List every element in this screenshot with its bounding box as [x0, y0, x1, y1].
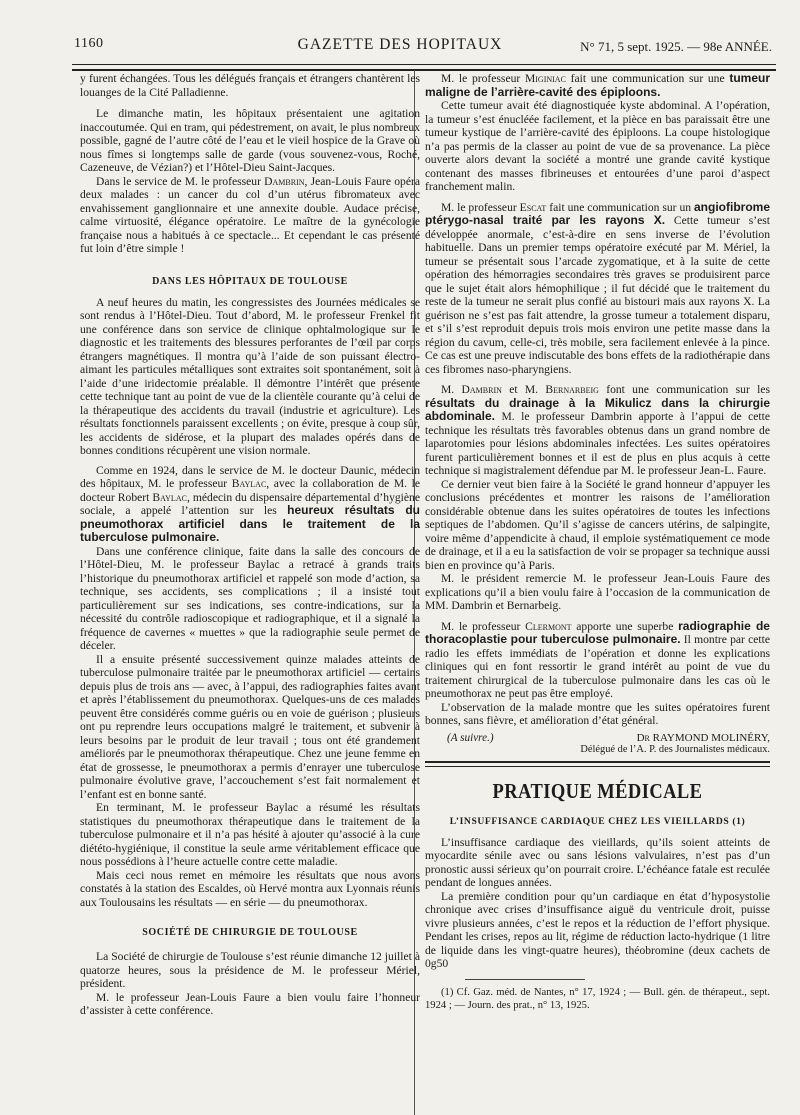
paragraph	[425, 383, 770, 478]
header-rule-thick	[72, 69, 776, 71]
person-name: Clermont	[525, 619, 572, 633]
text-run: M. le professeur	[441, 72, 525, 85]
right-column	[425, 72, 770, 1012]
person-name: Escat	[519, 200, 547, 214]
bold-topic: angiofibrome ptérygo-nasal traité par les rayons X.	[425, 199, 771, 227]
journal-title: GAZETTE DES HOPITAUX	[297, 36, 503, 53]
page-header	[0, 30, 800, 64]
text-run: Il montre par cette radio les effets immédiats de l’opération et donne les explications cliniques qui en font ressortir le grand intérêt au point de vue du traitement chirurgical de la tuberculose pulmonaire dans les cas où le pneumothorax ne peut pas être employé.	[425, 633, 770, 700]
text-run: font une communication sur les	[598, 383, 770, 396]
header-rule	[72, 64, 776, 65]
paragraph: y furent échangées. Tous les délégués français et étrangers chantèrent les louanges de la Cité Palladienne.	[80, 72, 420, 99]
footnote-rule	[465, 979, 585, 980]
bold-topic: tumeur maligne de l’arrière-cavité des épiploons.	[425, 71, 770, 99]
person-name: Baylac	[231, 477, 267, 490]
section-title: DANS LES HÔPITAUX DE TOULOUSE	[152, 275, 348, 287]
text-run: fait une communication sur une	[565, 72, 730, 85]
paragraph	[80, 175, 420, 256]
text-run: , médecin du dispensaire départemental d’hygiène sociale, a appelé l’attention sur les	[80, 490, 420, 517]
paragraph: Dans une conférence clinique, faite dans la salle des concours de l’Hôtel-Dieu, M. le professeur Baylac a retracé à grands traits l’historique du pneumothorax artificiel et rappelé son mode d’action, sa technique, ses accidents, ses complications ; il a insisté tout particulièrement sur ses indications, ses contre-indications, sur la nécessité du contrôle radioscopique et radiographique, et il a signalé la fréquence de cavernes « muettes » que la radiographie seule permet de déceler.	[80, 544, 420, 652]
signature-block	[425, 732, 770, 744]
section-heading-large: PRATIQUE MÉDICALE	[492, 778, 703, 803]
paragraph: L’observation de la malade montre que les suites opératoires furent bonnes, sans fièvre, et amélioration d’état général.	[425, 700, 770, 727]
bold-topic: radiographie de thoracoplastie pour tuberculose pulmonaire.	[425, 618, 770, 646]
paragraph: Il a ensuite présenté successivement quinze malades atteints de tuberculose pulmonaire traitée par le pneumothorax artificiel — certains depuis plus de trois ans — avec, à l’appui, des radiographies faites avant et après l’établissement du pneumothorax. Quelques-uns de ces malades peuvent être considérés comme guéris ou en voie de guérison ; plusieurs ont pu reprendre leurs occupations malgré le traitement, et subvenir à leurs besoins par le produit de leur travail ; tous ont été grandement améliorés par le pneumothorax thérapeutique. Chez une jeune femme en état de grossesse, le pneumothorax a permis d’enrayer une tuberculose pulmonaire évolutive grave, l’accouchement s’est fait normalement et l’enfant est en bonne santé.	[80, 652, 420, 801]
bold-topic: résultats du drainage à la Mikulicz dans la chirurgie abdominale.	[425, 395, 770, 423]
paragraph: Ce dernier veut bien faire à la Société le grand honneur d’appuyer les conclusions précédentes et montrer les raisons de l’amélioration considérable obtenue dans les suites opératoires de toutes les infections septiques de l’abdomen. Qu’il s’agisse de cancers utérins, de salpingite, voire même d’appendicite à chaud, il emploie systématiquement ce mode de drainage, et il a eu la satisfaction de voir se propager sa technique aussi bien en province qu’à Paris.	[425, 477, 770, 572]
text-run: , avec la collaboration de M. le docteur Robert	[80, 477, 421, 504]
section-divider	[425, 761, 770, 767]
person-name: Dambrin	[264, 174, 305, 188]
paragraph	[425, 620, 770, 701]
page-number: 1160	[74, 36, 104, 51]
text-run: apporte une superbe	[571, 619, 679, 633]
paragraph: M. le président remercie M. le professeur Jean-Louis Faure des explications qu’il a bien voulu faire à l’occasion de la communication de MM. Dambrin et Bernarbeig.	[425, 572, 770, 612]
text-run: M. le professeur	[441, 200, 520, 214]
person-name: Miginiac	[524, 72, 566, 85]
text-run: M.	[441, 383, 462, 396]
author-role: Délégué de l’A. P. des Journalistes médicaux.	[580, 743, 770, 755]
text-run: M. le professeur Dambrin apporte à l’appui de cette technique les résultats très favorables obtenus dans un grand nombre de laparotomies pour lésions abdominales infectées. Les suites opératoires furent particulièrement bonnes et il est de plus en plus acquis à cette technique si magistralement défendue par M. le professeur Jean-L. Faure.	[425, 410, 770, 477]
issue-info: N° 71, 5 sept. 1925. — 98e ANNÉE.	[580, 39, 772, 54]
text-run: M. le professeur	[441, 619, 526, 633]
paragraph	[80, 464, 420, 545]
text-run: et M.	[501, 383, 546, 396]
text-run: Dans le service de M. le professeur	[96, 174, 265, 188]
paragraph: Cette tumeur avait été diagnostiquée kyste abdominal. A l’opération, la tumeur s’est énucléée facilement, et la pièce en bas paraissait être une tumeur kystique de l’arrière-cavité des épiploons. La coupe histologique n’a pas permis de la classer au point de vue de sa provenance. La pièce ouverte alors devant la société a montré une grande cavité kystique contenant des masses fibrineuses et entourées d’une paroi d’aspect franchement malin.	[425, 99, 770, 193]
paragraph: En terminant, M. le professeur Baylac a résumé les résultats statistiques du pneumothorax thérapeutique dans le traitement de la tuberculose pulmonaire et il n’a pas hésité à ajouter qu’associé à la cure diététo-hygiénique, il constitue la seule arme véritablement efficace que nous possédions à l’heure actuelle contre cette maladie.	[80, 801, 420, 868]
left-column	[80, 72, 420, 1018]
paragraph: M. le professeur Jean-Louis Faure a bien voulu faire l’honneur d’assister à cette conférence.	[80, 990, 420, 1017]
bold-topic: heureux résultats du pneumothorax artificiel dans le traitement de la tuberculose pulmonaire.	[80, 503, 421, 544]
paragraph: Le dimanche matin, les hôpitaux présentaient une agitation inaccoutumée. Qui en tram, qui pédestrement, on avait, le plus nombreux possible, gagné de l’autre côté de l’eau et le vieil hospice de la Grave où nous fîmes si longtemps salle de garde (vous souvenez-vous, Roché, Cazeneuve, de Vézian?) et l’Hôtel-Dieu Saint-Jacques.	[80, 107, 420, 174]
paragraph: La première condition pour qu’un cardiaque en état d’hyposystolie chronique avec crises d’insuffisance aiguë du ventricule droit, puisse vivre plusieurs années, c’est le repos et la réduction de l’effort physique. Pendant les crises, repos au lit, régime de réduction lacto-hydrique (1 litre de liquide dans les vingt-quatre heures), théobromine (deux cachets de 0g50	[425, 889, 770, 970]
paragraph	[425, 201, 770, 377]
person-name: Baylac	[152, 490, 187, 504]
paragraph: Mais ceci nous remet en mémoire les résultats que nous avons constatés à la station des Escaldes, où Hervé montra aux Lyonnais réunis aux Toulousains les résultats — en série — du pneumothorax.	[80, 868, 420, 909]
text-run: fait une communication sur un	[546, 200, 694, 214]
paragraph: La Société de chirurgie de Toulouse s’est réunie dimanche 12 juillet à quatorze heures, sous la présidence de M. le professeur Mériel, président.	[80, 950, 420, 990]
footnote: (1) Cf. Gaz. méd. de Nantes, n° 17, 1924 ; — Bull. gén. de thérapeut., sept. 1924 ; — Journ. des prat., n° 13, 1925.	[425, 986, 770, 1011]
paragraph: L’insuffisance cardiaque des vieillards, qu’ils soient atteints de myocardite sénile avec ou sans lésions valvulaires, n’est pas d’un pronostic aussi sérieux qu’on pourrait croire. L’échéance fatale est reculée pendant de longues années.	[425, 835, 770, 889]
paragraph	[425, 72, 770, 99]
person-name: Bernarbeig	[545, 383, 599, 396]
author-name: Dr RAYMOND MOLINÉRY,	[636, 731, 770, 744]
paragraph: A neuf heures du matin, les congressistes des Journées médicales se sont rendus à l’Hôtel-Dieu. Tout d’abord, M. le professeur Frenkel fit une conférence dans son service de clinique ophtalmologique sur le diagnostic et les traitements des blessures perforantes de l’œil par corps étrangers magnétiques. Il montra qu’à l’aide de son puissant électro-aimant les particules métalliques sont extraites soit spontanément, soit à l’aide d’une iridectomie préalable. Il démontre l’intérêt que présente cette technique tant au point de vue de la clientèle courante qu’à celui de la thérapeutique des accidents du travail (industrie et agriculture). Les résultats fonctionnels paraissent excellents ; on évite, presque à coup sûr, les accidents de sidérose, et la plupart des malades opérés dans de bonnes conditions récupèrent une vision normale.	[80, 295, 420, 457]
person-name: Dambrin	[461, 383, 502, 396]
to-be-continued: (A suivre.)	[447, 731, 494, 744]
text-run: , Jean-Louis Faure opéra deux malades : un cancer du col d’un utérus fibromateux avec envahissement ganglionnaire et une annexite double. Audace précise, calme virtuosité, élégance opératoire. Le maître de la gynécologie française nous a habitués à ce spectacle... Et cependant le cas présenté fut loin d’être simple !	[80, 174, 421, 255]
text-run: Comme en 1924, dans le service de M. le docteur Daunic, médecin des hôpitaux, M. le professeur	[80, 463, 420, 490]
text-run: Cette tumeur s’est développée anormale, c’est-à-dire en sens inverse de l’évolution habituelle. Dans un premier temps opératoire exécuté par M. Mériel, la tumeur se présentait sous l’arcade zygomatique, et à la suite de cette opération des hémorragies secondaires très graves se produisirent parce que le sujet était alors hémophilique ; il fut décidé que le traitement du reste de la tumeur ne serait plus confié au bistouri mais aux rayons X. La guérison ne s’est pas fait attendre, la grosse tumeur a totalement disparu, et s’il s’est reproduit depuis trois mois environ une petite masse dans la région du cavum, celle-ci, très mobile, sera facilement enlevée à la pince. Ce cas est une preuve indiscutable des bons effets de la radiothérapie dans ces fibromes naso-pharyngiens.	[425, 214, 770, 376]
article-title: L’INSUFFISANCE CARDIAQUE CHEZ LES VIEILLARDS (1)	[449, 815, 746, 827]
section-title: SOCIÉTÉ DE CHIRURGIE DE TOULOUSE	[142, 927, 358, 938]
